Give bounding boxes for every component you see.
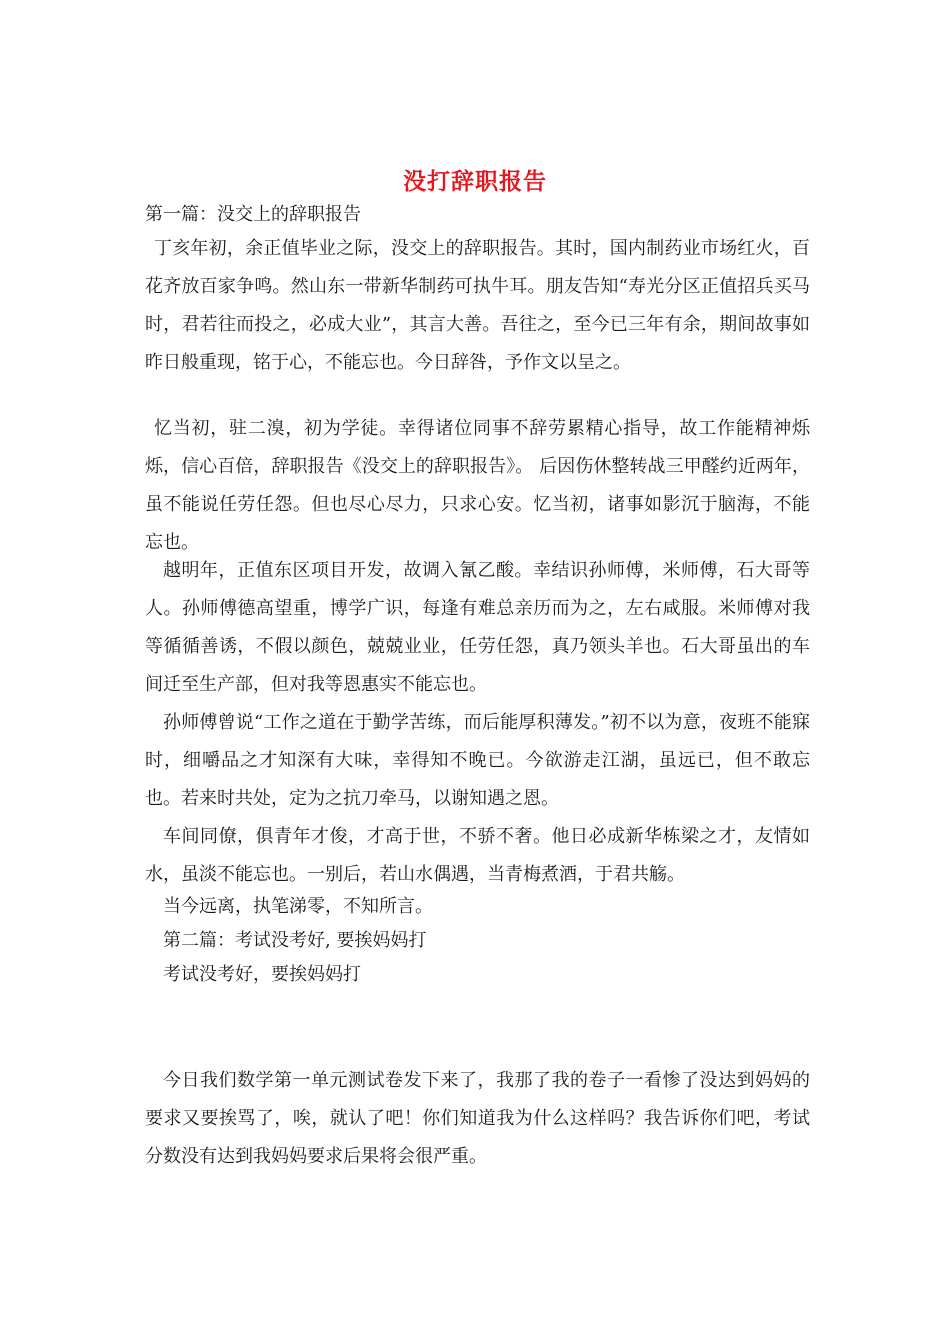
paragraph-7: 今日我们数学第一单元测试卷发下来了，我那了我的卷子一看惨了没达到妈妈的要求又要挨骂了，唉，就认了吧！你们知道我为什么这样吗？我告诉你们吧，考试分数没有达到我妈妈要求后果将会很严重。 [145, 1070, 810, 1167]
paragraph-2: 忆当初，驻二溴，初为学徒。幸得诸位同事不辞劳累精心指导，故工作能精神烁烁，信心百倍，辞职报告《没交上的辞职报告》。 后因伤休整转战三甲醛约近两年，虽不能说任劳任怨。但也尽心尽力，只求心安。忆当初，诸事如影沉于脑海，不能忘也。 [145, 418, 810, 553]
section-heading-2: 第二篇：考试没考好, 要挨妈妈打 [163, 930, 427, 951]
essay-title-2: 考试没考好，要挨妈妈打 [163, 964, 361, 985]
paragraph-3: 越明年，正值东区项目开发，故调入氰乙酸。幸结识孙师傅，米师傅，石大哥等人。孙师傅德高望重，博学广识，每逢有难总亲历而为之，左右咸服。米师傅对我等循循善诱，不假以颜色，兢兢业业，任劳任怨，真乃领头羊也。石大哥虽出的车间迁至生产部，但对我等恩惠实不能忘也。 [145, 560, 810, 695]
document-title: 没打辞职报告 [403, 168, 547, 196]
paragraph-4: 孙师傅曾说“工作之道在于勤学苦练，而后能厚积薄发。”初不以为意，夜班不能寐时，细嚼品之才知深有大味，幸得知不晚已。今欲游走江湖，虽远已，但不敢忘也。若来时共处，定为之抗刀牵马，以谢知遇之恩。 [145, 712, 810, 809]
paragraph-1: 丁亥年初，余正值毕业之际，没交上的辞职报告。其时，国内制药业市场红火，百花齐放百家争鸣。然山东一带新华制药可执牛耳。朋友告知“寿光分区正值招兵买马时，君若往而投之，必成大业”，其言大善。吾往之，至今已三年有余，期间故事如昨日般重现，铭于心，不能忘也。今日辞咎，予作文以呈之。 [145, 238, 810, 373]
section-heading-1: 第一篇：没交上的辞职报告 [145, 204, 361, 225]
paragraph-5: 车间同僚，俱青年才俊，才高于世，不骄不奢。他日必成新华栋梁之才，友情如水，虽淡不能忘也。一别后，若山水偶遇，当青梅煮酒，于君共觞。 [145, 826, 810, 885]
paragraph-6: 当今远离，执笔涕零，不知所言。 [163, 896, 433, 917]
